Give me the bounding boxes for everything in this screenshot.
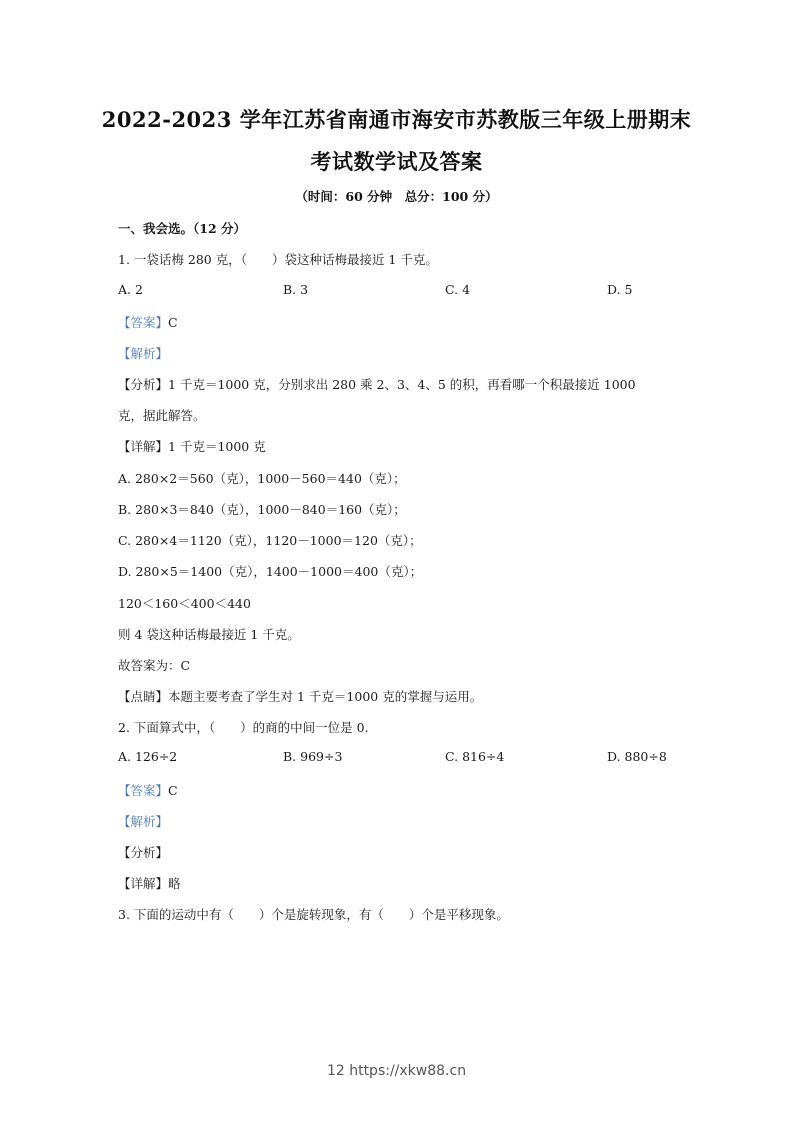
q1-comparison: 120＜160＜400＜440 (118, 596, 251, 611)
answer-value: C (168, 315, 178, 330)
q1-option-c: C. 4 (445, 282, 471, 297)
q1-fenxi (118, 375, 636, 393)
q1-option-b: B. 3 (283, 282, 309, 297)
q1-answer (118, 313, 178, 331)
page-footer: 12 https://xkw88.cn (326, 1063, 467, 1079)
answer-tag: 【答案】 (118, 783, 169, 798)
q1-analysis-tag: 【解析】 (118, 346, 169, 361)
fenxi-tag: 【分析】 (118, 377, 169, 392)
q1-final-answer: 故答案为：C (118, 658, 191, 673)
q1-step-b: B. 280×3＝840（克），1000－840＝160（克）； (118, 502, 406, 517)
q1-dianjing (118, 687, 482, 705)
q1-option-d: D. 5 (607, 282, 633, 297)
xiangjie-tag: 【详解】 (118, 876, 169, 891)
answer-tag: 【答案】 (118, 315, 169, 330)
q2-analysis-tag: 【解析】 (118, 814, 169, 829)
xiangjie-text: 1 千克＝1000 克 (168, 439, 266, 454)
exam-info: （时间：60 分钟 总分：100 分） (295, 189, 498, 204)
xiangjie-tag: 【详解】 (118, 439, 169, 454)
q1-option-a: A. 2 (118, 282, 143, 297)
q2-answer (118, 781, 178, 799)
q1-fenxi-cont: 克，据此解答。 (118, 408, 206, 423)
section-heading: 一、我会选。（12 分） (118, 221, 246, 236)
question-2-stem: 2. 下面算式中，（ ）的商的中间一位是 0. (118, 720, 369, 735)
document-title-line2: 考试数学试及答案 (310, 149, 483, 174)
q1-xiangjie (118, 437, 266, 455)
q1-step-a: A. 280×2＝560（克），1000－560＝440（克）； (118, 471, 406, 486)
q2-fenxi-tag: 【分析】 (118, 845, 169, 860)
xiangjie-text: 略 (168, 876, 181, 891)
question-1-stem: 1. 一袋话梅 280 克，（ ）袋这种话梅最接近 1 千克。 (118, 252, 438, 267)
q2-option-b: B. 969÷3 (283, 749, 343, 764)
q2-option-a: A. 126÷2 (118, 749, 178, 764)
question-3-stem: 3. 下面的运动中有（ ）个是旋转现象，有（ ）个是平移现象。 (118, 907, 509, 922)
q2-xiangjie (118, 874, 181, 892)
q1-step-d: D. 280×5＝1400（克），1400－1000＝400（克）； (118, 564, 423, 579)
document-title-line1: 2022-2023 学年江苏省南通市海安市苏教版三年级上册期末 (101, 107, 692, 132)
q1-step-c: C. 280×4＝1120（克），1120－1000＝120（克）； (118, 533, 422, 548)
fenxi-text: 1 千克＝1000 克，分别求出 280 乘 2、3、4、5 的积，再看哪一个积最接近 1000 (168, 377, 636, 392)
q2-option-d: D. 880÷8 (607, 749, 667, 764)
dianjing-tag: 【点睛】 (118, 689, 169, 704)
answer-value: C (168, 783, 178, 798)
q1-conclusion: 则 4 袋这种话梅最接近 1 千克。 (118, 627, 300, 642)
dianjing-text: 本题主要考查了学生对 1 千克＝1000 克的掌握与运用。 (168, 689, 483, 704)
q2-option-c: C. 816÷4 (445, 749, 505, 764)
